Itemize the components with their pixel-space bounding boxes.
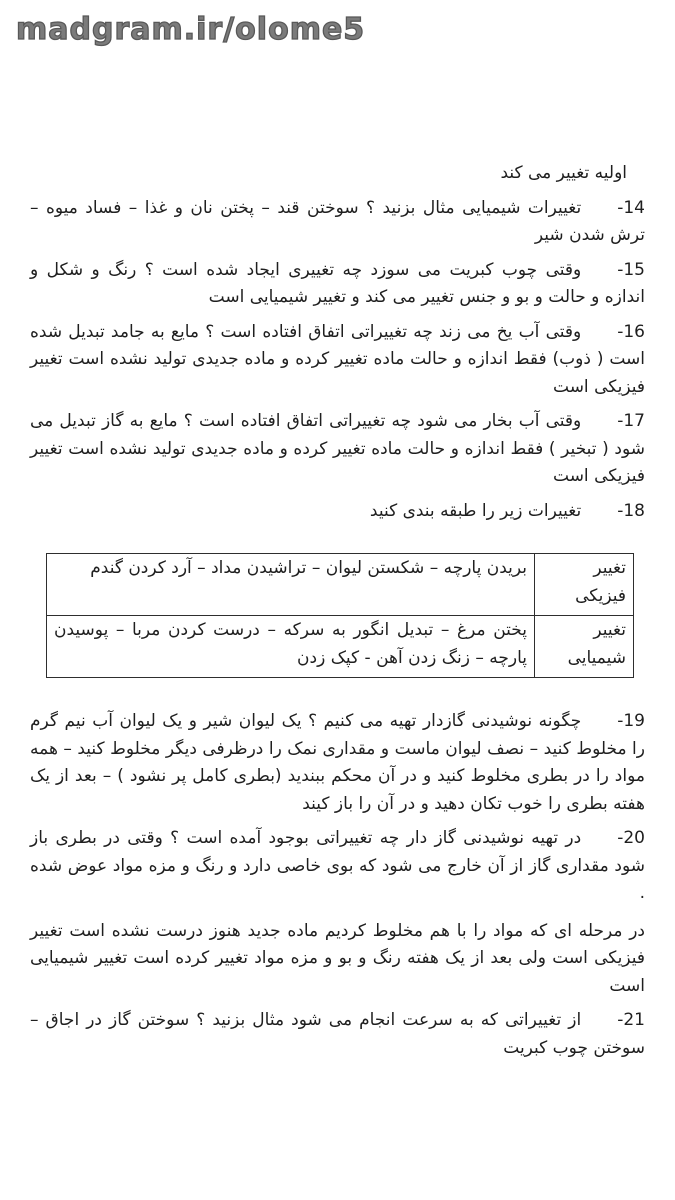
item-number: 14- (617, 197, 645, 218)
item-text: چگونه نوشیدنی گازدار تهیه می کنیم ؟ یک لیوان شیر و یک لیوان آب نیم گرم را مخلوط کنید – نصف لیوان ماست و مقداری نمک را درظرفی دیگر مخلوط کنید – همه مواد را در بطری مخلوط کنید و در آن محکم ببندید (بطری کامل پر نشود ) – بعد از یک هفته بطری را خوب تکان دهید و در آن را باز کیند (30, 711, 645, 814)
item-text: در تهیه نوشیدنی گاز دار چه تغییراتی بوجود آمده است ؟ وقتی در بطری باز شود مقداری گاز از آن خارج می شود که بوی خاصی دارد و رنگ و مزه مواد عوض شده . (30, 828, 645, 903)
watermark-text: madgram.ir/olome5 (16, 12, 366, 47)
item-text: وقتی آب یخ می زند چه تغییراتی اتفاق افتاده است ؟ مایع به جامد تبدیل شده است ( ذوب) فقط اندازه و حالت ماده تغییر کرده و ماده جدیدی تولید نشده است تغییر فیزیکی است (30, 321, 645, 397)
item-text: تغییرات زیر را طبقه بندی کنید (369, 500, 582, 521)
item-text: از تغییراتی که به سرعت انجام می شود مثال بزنید ؟ سوختن گاز در اجاق – سوختن چوب کبریت (30, 1010, 645, 1058)
table-row-chemical (47, 616, 634, 678)
row-content-physical-change: بریدن پارچه – شکستن لیوان – تراشیدن مداد – آرد کردن گندم (47, 554, 535, 616)
item-number: 20- (617, 828, 645, 848)
row-label-physical-change: تغییر فیزیکی (535, 554, 634, 616)
question-item-18 (30, 498, 645, 526)
question-item-16 (30, 319, 645, 402)
question-item-17 (30, 408, 645, 491)
question-item-15 (30, 257, 645, 312)
question-item-21 (30, 1007, 645, 1062)
question-item-20 (30, 825, 645, 908)
item-text: وقتی آب بخار می شود چه تغییراتی اتفاق افتاده است ؟ مایع به گاز تبدیل می شود ( تبخیر ) فقط اندازه و حالت ماده تغییر کرده و ماده جدیدی تولید نشده است تغییر فیزیکی است (30, 411, 645, 486)
table-row-physical (47, 554, 634, 616)
question-item-14 (30, 195, 645, 250)
item-number: 16- (617, 321, 645, 342)
item-number: 17- (617, 411, 645, 431)
item-text: وقتی چوب کبریت می سوزد چه تغییری ایجاد شده است ؟ رنگ و شکل و اندازه و حالت و بو و جنس تغییر می کند و تغییر شیمیایی است (30, 259, 645, 307)
row-content-chemical-change: پختن مرغ – تبدیل انگور به سرکه – درست کردن مربا – پوسیدن پارچه – زنگ زدن آهن - کپک زدن (47, 616, 535, 678)
explanation-paragraph: در مرحله ای که مواد را با هم مخلوط کردیم ماده جدید هنوز درست نشده است تغییر فیزیکی است ولی بعد از یک هفته رنگ و بو و مزه مواد تغییر کرده است تغییر شیمیایی است (30, 920, 645, 996)
row-label-chemical-change: تغییر شیمیایی (535, 616, 634, 678)
item-number: 18- (617, 500, 645, 521)
classification-table (46, 553, 634, 678)
answer-continuation-line: اولیه تغییر می کند (500, 163, 627, 183)
item-number: 21- (617, 1010, 645, 1030)
item-number: 15- (617, 259, 645, 280)
item-text: تغییرات شیمیایی مثال بزنید ؟ سوختن قند – پختن نان و غذا – فساد میوه – ترش شدن شیر (30, 197, 645, 245)
item-number: 19- (617, 711, 645, 731)
question-item-19 (30, 708, 645, 818)
